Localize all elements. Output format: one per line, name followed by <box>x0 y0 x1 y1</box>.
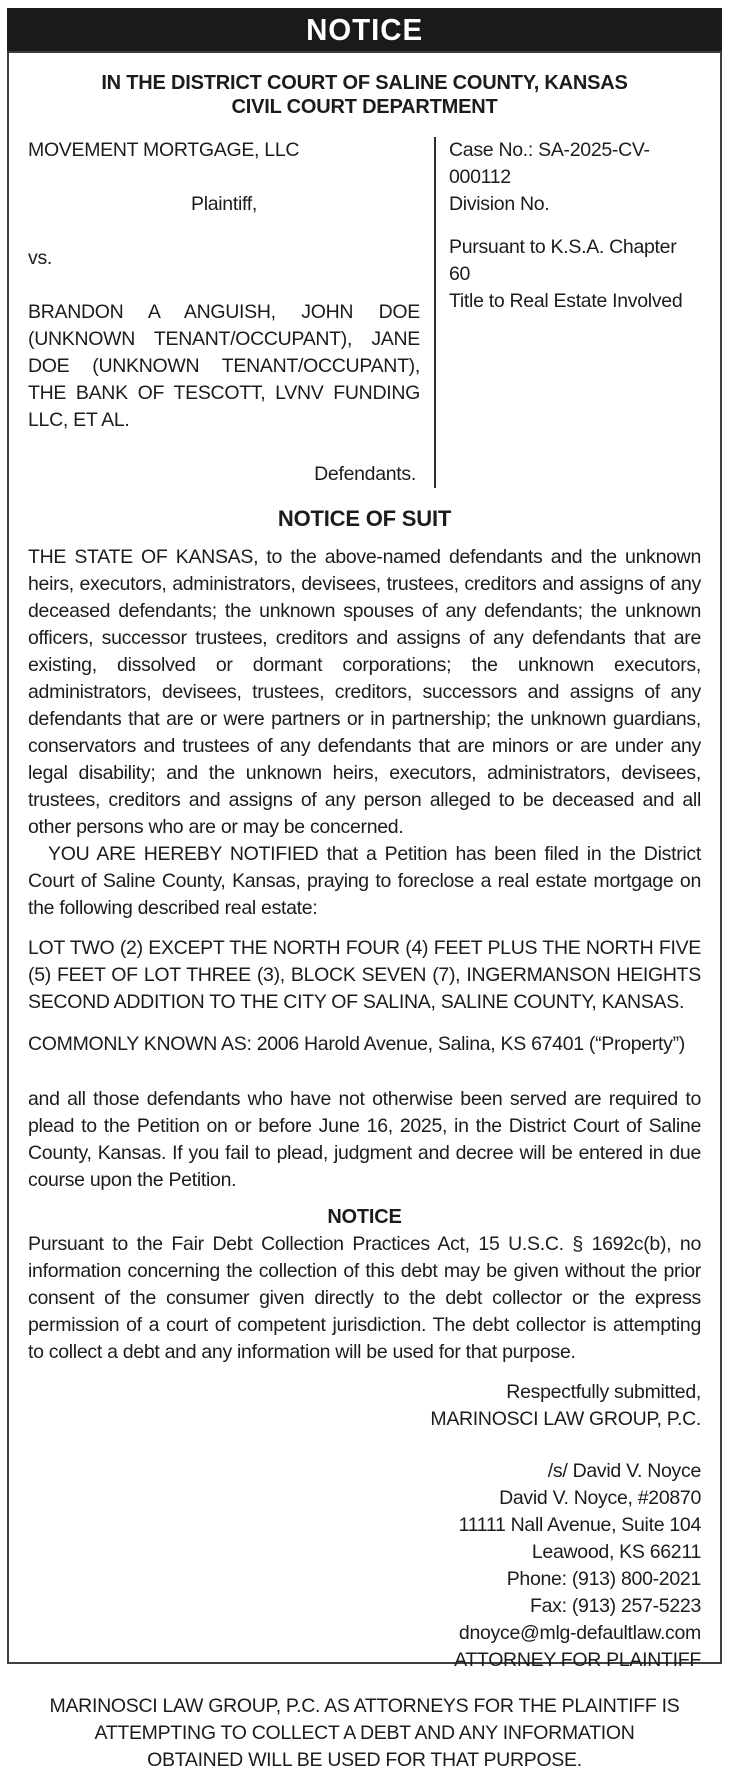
court-header <box>28 71 701 119</box>
division-number: Division No. <box>449 193 550 215</box>
notice-document <box>7 8 722 1771</box>
court-header-line2: CIVIL COURT DEPARTMENT <box>231 96 498 118</box>
commonly-known-as: COMMONLY KNOWN AS: 2006 Harold Avenue, Salina, KS 67401 (“Property”) <box>28 1033 685 1055</box>
attorney-address-line1: 11111 Nall Avenue, Suite 104 <box>458 1514 701 1536</box>
case-caption <box>28 137 701 488</box>
notice-of-suit-paragraph2: YOU ARE HEREBY NOTIFIED that a Petition has been filed in the District Court of Saline County, Kansas, praying to foreclose a real estate mortgage on the following described real estate: <box>28 843 701 919</box>
signature-spacer <box>28 1433 701 1458</box>
attorney-role: ATTORNEY FOR PLAINTIFF <box>454 1649 701 1671</box>
signature-block <box>28 1379 701 1674</box>
caption-case-info-column <box>434 137 701 488</box>
plaintiff-label: Plaintiff, <box>190 193 257 215</box>
notice-banner-title: NOTICE <box>306 11 423 47</box>
title-real-estate: Title to Real Estate Involved <box>449 290 683 312</box>
attorney-address-line2: Leawood, KS 66211 <box>531 1541 701 1563</box>
notice-of-suit-paragraph1: THE STATE OF KANSAS, to the above-named defendants and the unknown heirs, executors, administrators, devisees, trustees, creditors and assigns of any deceased defendants; the unknown spouses of any defendants; the unknown officers, successor trustees, creditors and assigns of any defendants that are existing, dissolved or dormant corporations; the unknown executors, administrators, devisees, trustees, creditors, successors and assigns of any defendants that are or were partners or in partnership; the unknown guardians, conservators and trustees of any defendants that are minors or are under any legal disability; and the unknown heirs, executors, administrators, devisees, trustees, creditors and assigns of any person alleged to be deceased and all other persons who are or may be concerned. <box>28 546 701 838</box>
plead-deadline-paragraph: and all those defendants who have not otherwise been served are required to plead to the Petition on or before June 16, 2025, in the District Court of Saline County, Kansas. If you fail to plead, judgment and decree will be entered in due course upon the Petition. <box>28 1088 701 1191</box>
defendants-names: BRANDON A ANGUISH, JOHN DOE (UNKNOWN TENANT/OCCUPANT), JANE DOE (UNKNOWN TENANT/OCCUPANT), THE BANK OF TESCOTT, LVNV FUNDING LLC, ET AL. <box>28 301 420 431</box>
plaintiff-name: MOVEMENT MORTGAGE, LLC <box>28 139 300 161</box>
law-firm-name: MARINOSCI LAW GROUP, P.C. <box>430 1408 701 1430</box>
notice-body-box <box>7 51 722 1771</box>
notice-of-suit-heading: NOTICE OF SUIT <box>277 506 452 531</box>
defendants-label: Defendants. <box>314 463 416 485</box>
fdcpa-notice-heading: NOTICE <box>327 1206 402 1228</box>
legal-description: LOT TWO (2) EXCEPT THE NORTH FOUR (4) FEET PLUS THE NORTH FIVE (5) FEET OF LOT THREE (3), BLOCK SEVEN (7), INGERMANSON HEIGHTS SECOND ADDITION TO THE CITY OF SALINA, SALINE COUNTY, KANSAS. <box>28 937 701 1013</box>
respectfully-submitted: Respectfully submitted, <box>506 1381 701 1403</box>
caption-spacer <box>449 218 701 234</box>
attorney-phone: Phone: (913) 800-2021 <box>506 1568 701 1590</box>
debt-collection-disclaimer: MARINOSCI LAW GROUP, P.C. AS ATTORNEYS FOR THE PLAINTIFF IS ATTEMPTING TO COLLECT A DEBT AND ANY INFORMATION OBTAINED WILL BE USED FOR THAT PURPOSE. <box>49 1695 680 1771</box>
fdcpa-notice-paragraph: Pursuant to the Fair Debt Collection Practices Act, 15 U.S.C. § 1692c(b), no information concerning the collection of this debt may be given without the prior consent of the consumer given directly to the debt collector or the express permission of a court of competent jurisdiction. The debt collector is attempting to collect a debt and any information will be used for that purpose. <box>28 1233 701 1363</box>
case-number: Case No.: SA-2025-CV-000112 <box>449 139 650 188</box>
attorney-fax: Fax: (913) 257-5223 <box>530 1595 701 1617</box>
caption-parties-column <box>28 137 434 488</box>
versus-label: vs. <box>28 247 53 269</box>
signature-line: /s/ David V. Noyce <box>547 1460 701 1482</box>
attorney-name-bar-number: David V. Noyce, #20870 <box>499 1487 701 1509</box>
pursuant-statute: Pursuant to K.S.A. Chapter 60 <box>449 236 677 285</box>
attorney-email: dnoyce@mlg-defaultlaw.com <box>458 1622 701 1644</box>
court-header-line1: IN THE DISTRICT COURT OF SALINE COUNTY, KANSAS <box>101 72 628 94</box>
notice-banner <box>7 8 722 51</box>
